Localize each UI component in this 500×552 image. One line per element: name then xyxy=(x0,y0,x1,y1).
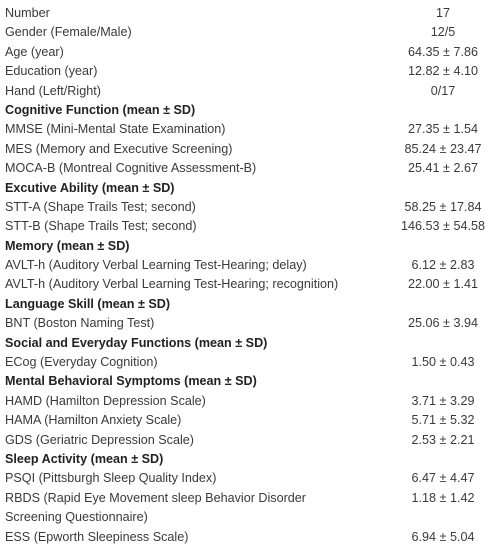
section-header-row xyxy=(0,101,500,120)
table-row xyxy=(0,353,500,372)
row-label: GDS (Geriatric Depression Scale) xyxy=(5,432,194,447)
row-label: PSQI (Pittsburgh Sleep Quality Index) xyxy=(5,471,217,486)
row-label: Number xyxy=(5,6,50,20)
table-row xyxy=(0,275,500,294)
section-title: Mental Behavioral Symptoms (mean ± SD) xyxy=(5,374,257,389)
row-label: AVLT-h (Auditory Verbal Learning Test-Hearing; delay) xyxy=(5,258,307,273)
section-header-row xyxy=(0,372,500,391)
row-label: STT-B (Shape Trails Test; second) xyxy=(5,219,197,234)
row-label: MOCA-B (Montreal Cognitive Assessment-B) xyxy=(5,161,257,176)
row-value: 12/5 xyxy=(430,25,456,40)
row-value: 25.06 ± 3.94 xyxy=(408,316,478,331)
row-label: AVLT-h (Auditory Verbal Learning Test-Hearing; recognition) xyxy=(5,277,339,292)
table-row xyxy=(0,23,500,42)
table-row xyxy=(0,140,500,159)
row-value: 5.71 ± 5.32 xyxy=(411,413,475,428)
section-header-row xyxy=(0,179,500,198)
row-label: HAMD (Hamilton Depression Scale) xyxy=(5,393,206,408)
row-label: ECog (Everyday Cognition) xyxy=(5,355,158,370)
row-label: Education (year) xyxy=(5,64,98,79)
table-row xyxy=(0,82,500,101)
row-label: STT-A (Shape Trails Test; second) xyxy=(5,199,196,214)
table-row xyxy=(0,62,500,81)
table-row xyxy=(0,392,500,411)
table-row xyxy=(0,217,500,236)
row-label: MMSE (Mini-Mental State Examination) xyxy=(5,122,226,137)
row-value: 1.18 ± 1.42 xyxy=(411,490,475,505)
row-label: HAMA (Hamilton Anxiety Scale) xyxy=(5,413,182,428)
row-value: 6.47 ± 4.47 xyxy=(411,471,475,486)
row-value: 6.94 ± 5.04 xyxy=(411,529,475,544)
row-value: 17 xyxy=(435,6,450,20)
section-header-row xyxy=(0,295,500,314)
row-label: ESS (Epworth Sleepiness Scale) xyxy=(5,529,189,544)
section-title: Memory (mean ± SD) xyxy=(5,238,130,253)
row-label: Age (year) xyxy=(5,44,64,59)
table-row xyxy=(0,198,500,217)
table-row xyxy=(0,469,500,488)
row-label: RBDS (Rapid Eye Movement sleep Behavior Disorder Screening Questionnaire) xyxy=(5,490,306,525)
row-value: 1.50 ± 0.43 xyxy=(411,355,475,370)
table-row xyxy=(0,411,500,430)
row-value: 0/17 xyxy=(430,83,456,98)
section-title: Sleep Activity (mean ± SD) xyxy=(5,451,164,466)
table-row xyxy=(0,256,500,275)
table-row xyxy=(0,431,500,450)
section-header-row xyxy=(0,334,500,353)
section-header-row xyxy=(0,237,500,256)
section-title: Cognitive Function (mean ± SD) xyxy=(5,102,196,117)
row-value: 22.00 ± 1.41 xyxy=(408,277,478,292)
table-row xyxy=(0,43,500,62)
row-value: 25.41 ± 2.67 xyxy=(408,161,478,176)
table-row xyxy=(0,314,500,333)
row-value: 58.25 ± 17.84 xyxy=(404,199,482,214)
row-label: Gender (Female/Male) xyxy=(5,25,132,40)
row-value: 6.12 ± 2.83 xyxy=(411,258,475,273)
row-value: 27.35 ± 1.54 xyxy=(408,122,478,137)
table-row xyxy=(0,489,500,528)
section-header-row xyxy=(0,450,500,469)
section-title: Language Skill (mean ± SD) xyxy=(5,296,171,311)
row-label: MES (Memory and Executive Screening) xyxy=(5,141,233,156)
row-value: 3.71 ± 3.29 xyxy=(411,393,475,408)
row-label: BNT (Boston Naming Test) xyxy=(5,316,155,331)
section-title: Social and Everyday Functions (mean ± SD) xyxy=(5,335,268,350)
row-value: 85.24 ± 23.47 xyxy=(404,141,482,156)
table-row xyxy=(0,528,500,547)
row-value: 2.53 ± 2.21 xyxy=(411,432,475,447)
row-label: Hand (Left/Right) xyxy=(5,83,101,98)
row-value: 64.35 ± 7.86 xyxy=(408,44,478,59)
table-row xyxy=(0,159,500,178)
section-title: Excutive Ability (mean ± SD) xyxy=(5,180,175,195)
row-value: 12.82 ± 4.10 xyxy=(408,64,478,79)
table-row xyxy=(0,120,500,139)
table-row xyxy=(0,4,500,23)
row-value: 146.53 ± 54.58 xyxy=(401,219,485,234)
